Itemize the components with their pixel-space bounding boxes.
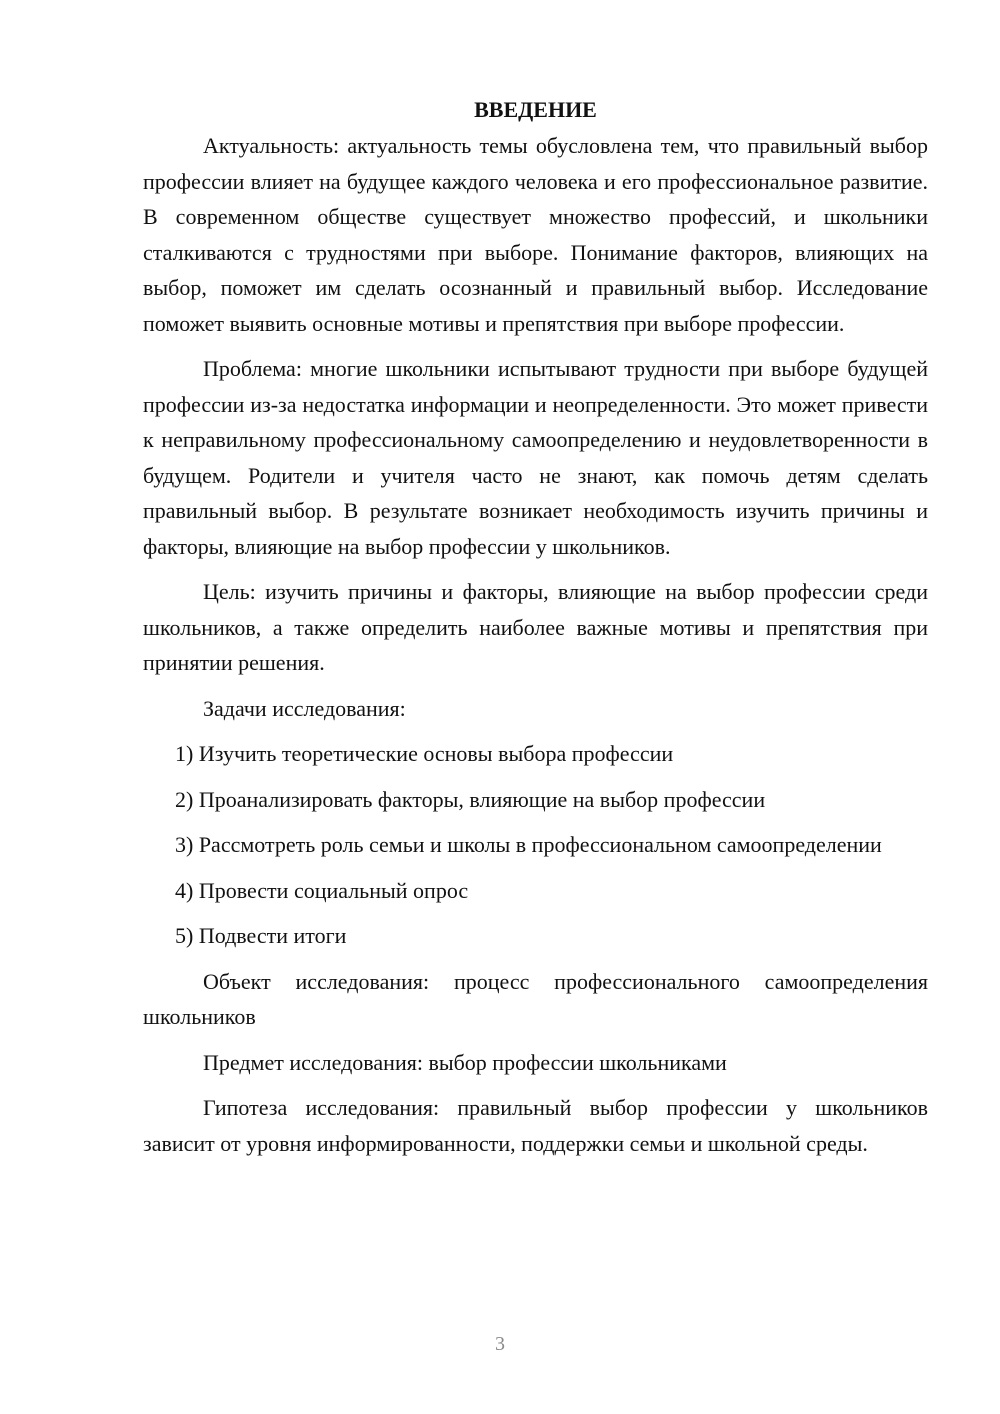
tasks-heading: Задачи исследования:: [203, 695, 406, 721]
goal-paragraph: Цель: изучить причины и факторы, влияющие на выбор профессии среди школьников, а также определить наиболее важные мотивы и препятствия при принятии решения.: [143, 579, 928, 675]
problem-paragraph: Проблема: многие школьники испытывают трудности при выборе будущей профессии из-за недостатка информации и неопределенности. Это может привести к неправильному профессиональному самоопределению и неудовлетворенности в будущем. Родители и учителя часто не знают, как помочь детям сделать правильный выбор. В результате возникает необходимость изучить причины и факторы, влияющие на выбор профессии у школьников.: [143, 356, 928, 559]
document-page: [143, 94, 928, 1171]
task-item-5: 5) Подвести итоги: [175, 923, 347, 948]
page-number: 3: [495, 1333, 505, 1355]
task-item-3: 3) Рассмотреть роль семьи и школы в профессиональном самоопределении: [175, 832, 882, 857]
page-title: ВВЕДЕНИЕ: [474, 97, 597, 122]
task-item-4: 4) Провести социальный опрос: [175, 877, 469, 903]
hypothesis-paragraph: Гипотеза исследования: правильный выбор профессии у школьников зависит от уровня информированности, поддержки семьи и школьной среды.: [143, 1095, 928, 1156]
subject-paragraph: Предмет исследования: выбор профессии школьниками: [203, 1049, 727, 1075]
task-item-2: 2) Проанализировать факторы, влияющие на выбор профессии: [175, 786, 766, 812]
object-paragraph: Объект исследования: процесс профессионального самоопределения школьников: [143, 968, 928, 1029]
relevance-paragraph: Актуальность: актуальность темы обусловлена тем, что правильный выбор профессии влияет на будущее каждого человека и его профессиональное развитие. В современном обществе существует множество профессий, и школьники сталкиваются с трудностями при выборе. Понимание факторов, влияющих на выбор, поможет им сделать осознанный и правильный выбор. Исследование поможет выявить основные мотивы и препятствия при выборе профессии.: [143, 133, 928, 336]
task-item-1: 1) Изучить теоретические основы выбора профессии: [175, 741, 674, 766]
